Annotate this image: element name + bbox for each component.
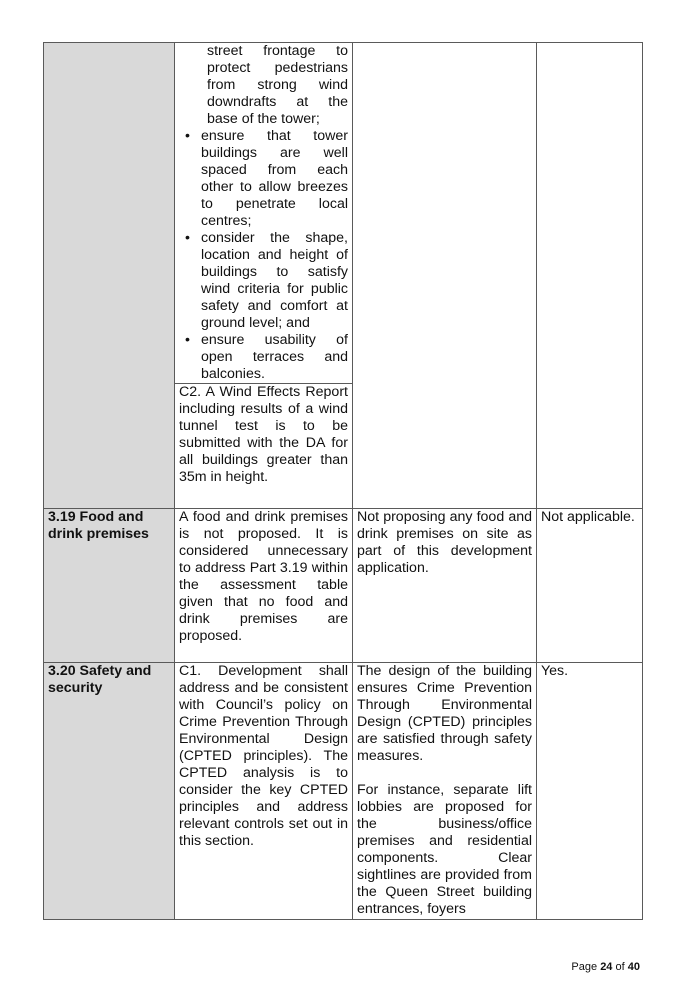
page-current: 24 [600, 961, 613, 973]
bullet-icon: • [185, 332, 190, 348]
bullet-item [179, 128, 348, 230]
paragraph-gap [357, 765, 532, 782]
row-heading: 3.19 Food and drink premises [44, 509, 175, 663]
row-heading [44, 43, 175, 509]
bullet-icon: • [185, 128, 190, 144]
requirement-continuation: street frontage to protect pedestrians from strong wind downdrafts at the base of the tower; [207, 43, 348, 127]
page-label: Page [571, 961, 598, 973]
page-number [571, 961, 640, 973]
response-paragraph: For instance, separate lift lobbies are proposed for the business/office premises and residential components. Clear sightlines are provided from the Queen Street building entrances, foyers [357, 782, 532, 917]
response-cell [353, 43, 537, 509]
bullet-text: ensure usability of open terraces and balconies. [201, 332, 348, 382]
response-cell: Not proposing any food and drink premises on site as part of this development application. [353, 509, 537, 663]
bullet-text: ensure that tower buildings are well spaced from each other to allow breezes to penetrate local centres; [201, 128, 348, 229]
bullet-item [179, 230, 348, 332]
response-cell [353, 663, 537, 920]
requirement-cell: A food and drink premises is not proposed. It is considered unnecessary to address Part 3.19 within the assessment table given that no food and drink premises are proposed. [175, 509, 353, 663]
response-paragraph: The design of the building ensures Crime Prevention Through Environmental Design (CPTED) principles are satisfied through safety measures. [357, 663, 532, 764]
row-heading: 3.20 Safety and security [44, 663, 175, 920]
page-total: 40 [627, 961, 640, 973]
requirement-cell: C1. Development shall address and be consistent with Council’s policy on Crime Prevention Through Environmental Design (CPTED principles). The CPTED analysis is to consider the key CPTED principles and address relevant controls set out in this section. [175, 663, 353, 920]
complies-cell: Yes. [537, 663, 643, 920]
table-row [44, 663, 643, 920]
page-of: of [615, 961, 625, 973]
bullet-text: consider the shape, location and height of buildings to satisfy wind criteria for public safety and comfort at ground level; and [201, 230, 348, 331]
bullet-icon: • [185, 230, 190, 246]
table-row [44, 43, 643, 509]
complies-cell [537, 43, 643, 509]
bullet-item [179, 332, 348, 383]
complies-cell: Not applicable. [537, 509, 643, 663]
table-row [44, 509, 643, 663]
requirement-c2: C2. A Wind Effects Report including results of a wind tunnel test is to be submitted with the DA for all buildings greater than 35m in height. [175, 383, 352, 486]
assessment-table [43, 42, 643, 920]
requirement-cell [175, 43, 353, 509]
